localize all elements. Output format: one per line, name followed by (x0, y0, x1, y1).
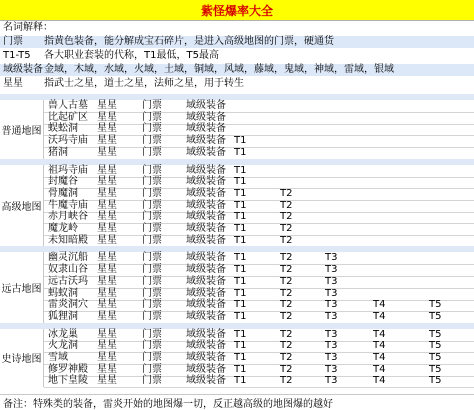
ticket-cell: 门票 (142, 340, 162, 352)
t4-cell: T4 (373, 299, 386, 311)
t4-cell: T4 (373, 375, 386, 387)
domain-equip-cell: 域级装备 (186, 310, 226, 322)
t1-cell: T1 (234, 264, 247, 276)
ticket-cell: 门票 (142, 352, 162, 363)
glossary-term: 名词解释： (3, 22, 53, 33)
domain-equip-cell: 域级装备 (186, 328, 226, 340)
map-name-cell: 冰龙巢 (48, 328, 78, 340)
t1-cell: T1 (234, 164, 247, 176)
star-cell: 星星 (97, 363, 117, 375)
t1-cell: T1 (234, 352, 247, 363)
ticket-cell: 门票 (142, 176, 162, 188)
t1-cell: T1 (234, 375, 247, 387)
domain-equip-cell: 域级装备 (186, 199, 226, 211)
t2-cell: T2 (280, 299, 293, 311)
t5-cell: T5 (429, 363, 442, 375)
glossary-term: 域级装备 (3, 64, 43, 75)
t2-cell: T2 (280, 375, 293, 387)
domain-equip-cell: 域级装备 (186, 223, 226, 234)
t1-cell: T1 (234, 199, 247, 211)
star-cell: 星星 (97, 223, 117, 234)
glossary-desc: 指黄色装备，能分解成宝石碎片，是进入高级地图的门票，硬通货 (44, 36, 334, 47)
t2-cell: T2 (280, 363, 293, 375)
t3-cell: T3 (325, 363, 338, 375)
t1-cell: T1 (234, 211, 247, 223)
t4-cell: T4 (373, 328, 386, 340)
domain-equip-cell: 域级装备 (186, 123, 226, 135)
glossary-term: 门票 (3, 36, 23, 47)
ticket-cell: 门票 (142, 223, 162, 234)
t2-cell: T2 (280, 310, 293, 322)
domain-equip-cell: 域级装备 (186, 164, 226, 176)
star-cell: 星星 (97, 264, 117, 276)
glossary-term: 星星 (3, 78, 23, 89)
ticket-cell: 门票 (142, 234, 162, 246)
t3-cell: T3 (325, 299, 338, 311)
t4-cell: T4 (373, 340, 386, 352)
star-cell: 星星 (97, 111, 117, 123)
t2-cell: T2 (280, 352, 293, 363)
glossary-term: T1-T5 (3, 50, 31, 61)
ticket-cell: 门票 (142, 310, 162, 322)
t2-cell: T2 (280, 264, 293, 276)
star-cell: 星星 (97, 164, 117, 176)
star-cell: 星星 (97, 135, 117, 147)
map-name-cell: 封魔谷 (48, 176, 78, 188)
ticket-cell: 门票 (142, 123, 162, 135)
star-cell: 星星 (97, 187, 117, 199)
t1-cell: T1 (234, 363, 247, 375)
domain-equip-cell: 域级装备 (186, 287, 226, 299)
t2-cell: T2 (280, 328, 293, 340)
ticket-cell: 门票 (142, 287, 162, 299)
group-label: 远古地图 (0, 252, 44, 322)
map-name-cell: 比起矿区 (48, 111, 88, 123)
domain-equip-cell: 域级装备 (186, 375, 226, 387)
star-cell: 星星 (97, 146, 117, 158)
star-cell: 星星 (97, 328, 117, 340)
t1-cell: T1 (234, 176, 247, 188)
map-name-cell: 幽灵沉船 (48, 252, 88, 264)
t2-cell: T2 (280, 287, 293, 299)
glossary-row (0, 78, 474, 90)
t5-cell: T5 (429, 328, 442, 340)
t3-cell: T3 (325, 340, 338, 352)
t5-cell: T5 (429, 352, 442, 363)
domain-equip-cell: 域级装备 (186, 352, 226, 363)
t3-cell: T3 (325, 275, 338, 287)
map-name-cell: 修罗神殿 (48, 363, 88, 375)
t3-cell: T3 (325, 287, 338, 299)
domain-equip-cell: 域级装备 (186, 363, 226, 375)
ticket-cell: 门票 (142, 199, 162, 211)
ticket-cell: 门票 (142, 146, 162, 158)
t2-cell: T2 (280, 211, 293, 223)
glossary-desc: 各大职业套装的代称，T1最低，T5最高 (44, 50, 219, 61)
ticket-cell: 门票 (142, 299, 162, 311)
sheet-title: 紫怪爆率大全 (0, 0, 474, 21)
ticket-cell: 门票 (142, 100, 162, 111)
t3-cell: T3 (325, 310, 338, 322)
domain-equip-cell: 域级装备 (186, 299, 226, 311)
domain-equip-cell: 域级装备 (186, 252, 226, 264)
ticket-cell: 门票 (142, 164, 162, 176)
t2-cell: T2 (280, 199, 293, 211)
t1-cell: T1 (234, 275, 247, 287)
domain-equip-cell: 域级装备 (186, 100, 226, 111)
map-name-cell: 狐狸洞 (48, 310, 78, 322)
footnote-text: 备注：特殊类的装备，雷炎开始的地图爆一切，反正越高级的地图爆的越好 (3, 398, 333, 410)
ticket-cell: 门票 (142, 135, 162, 147)
t2-cell: T2 (280, 187, 293, 199)
group-label: 普通地图 (0, 100, 44, 159)
ticket-cell: 门票 (142, 275, 162, 287)
domain-equip-cell: 域级装备 (186, 211, 226, 223)
map-name-cell: 沃玛寺庙 (48, 135, 88, 147)
star-cell: 星星 (97, 352, 117, 363)
map-name-cell: 雷炎洞穴 (48, 299, 88, 311)
t4-cell: T4 (373, 352, 386, 363)
glossary-desc: 指武士之星，道士之星，法师之星，用于转生 (44, 78, 244, 89)
glossary-desc: 金域，木域，水域，火域，土域，铜域，风域，藤域，鬼域，神域，雷域，银域 (44, 64, 394, 75)
t5-cell: T5 (429, 310, 442, 322)
star-cell: 星星 (97, 199, 117, 211)
map-name-cell: 赤月峡谷 (48, 211, 88, 223)
drop-table (0, 94, 474, 394)
footnote (0, 394, 474, 409)
t5-cell: T5 (429, 375, 442, 387)
t1-cell: T1 (234, 223, 247, 234)
domain-equip-cell: 域级装备 (186, 146, 226, 158)
ticket-cell: 门票 (142, 328, 162, 340)
map-name-cell: 地下皇陵 (48, 375, 88, 387)
t2-cell: T2 (280, 223, 293, 234)
map-name-cell: 火龙洞 (48, 340, 78, 352)
domain-equip-cell: 域级装备 (186, 234, 226, 246)
ticket-cell: 门票 (142, 264, 162, 276)
glossary-row (0, 64, 474, 76)
ticket-cell: 门票 (142, 375, 162, 387)
ticket-cell: 门票 (142, 252, 162, 264)
star-cell: 星星 (97, 123, 117, 135)
map-name-cell: 蜈蚣洞 (48, 123, 78, 135)
group-label: 史诗地图 (0, 329, 44, 388)
t1-cell: T1 (234, 146, 247, 158)
domain-equip-cell: 域级装备 (186, 135, 226, 147)
glossary-row (0, 50, 474, 62)
t1-cell: T1 (234, 328, 247, 340)
star-cell: 星星 (97, 310, 117, 322)
t3-cell: T3 (325, 252, 338, 264)
map-name-cell: 未知暗殿 (48, 234, 88, 246)
t1-cell: T1 (234, 310, 247, 322)
glossary (0, 21, 474, 93)
map-name-cell: 奴隶山谷 (48, 264, 88, 276)
domain-equip-cell: 域级装备 (186, 111, 226, 123)
star-cell: 星星 (97, 340, 117, 352)
star-cell: 星星 (97, 176, 117, 188)
domain-equip-cell: 域级装备 (186, 264, 226, 276)
map-name-cell: 魔龙岭 (48, 223, 78, 234)
map-name-cell: 远古沃玛 (48, 275, 88, 287)
t5-cell: T5 (429, 340, 442, 352)
star-cell: 星星 (97, 287, 117, 299)
map-name-cell: 骨魔洞 (48, 187, 78, 199)
ticket-cell: 门票 (142, 111, 162, 123)
table-row (44, 375, 474, 388)
t1-cell: T1 (234, 135, 247, 147)
group-label: 高级地图 (0, 165, 44, 247)
map-name-cell: 祖玛寺庙 (48, 164, 88, 176)
ticket-cell: 门票 (142, 363, 162, 375)
t1-cell: T1 (234, 287, 247, 299)
t4-cell: T4 (373, 310, 386, 322)
map-name-cell: 蚂蚁洞 (48, 287, 78, 299)
glossary-row (0, 36, 474, 48)
t1-cell: T1 (234, 252, 247, 264)
t2-cell: T2 (280, 340, 293, 352)
t2-cell: T2 (280, 252, 293, 264)
t3-cell: T3 (325, 375, 338, 387)
star-cell: 星星 (97, 211, 117, 223)
t4-cell: T4 (373, 363, 386, 375)
star-cell: 星星 (97, 275, 117, 287)
domain-equip-cell: 域级装备 (186, 176, 226, 188)
map-name-cell: 牛魔寺庙 (48, 199, 88, 211)
domain-equip-cell: 域级装备 (186, 275, 226, 287)
star-cell: 星星 (97, 234, 117, 246)
map-name-cell: 猪洞 (48, 146, 68, 158)
ticket-cell: 门票 (142, 187, 162, 199)
t3-cell: T3 (325, 264, 338, 276)
glossary-row (0, 22, 474, 34)
domain-equip-cell: 域级装备 (186, 187, 226, 199)
t2-cell: T2 (280, 275, 293, 287)
t1-cell: T1 (234, 234, 247, 246)
star-cell: 星星 (97, 252, 117, 264)
t3-cell: T3 (325, 328, 338, 340)
t1-cell: T1 (234, 187, 247, 199)
star-cell: 星星 (97, 299, 117, 311)
map-name-cell: 兽人古墓 (48, 100, 88, 111)
t3-cell: T3 (325, 352, 338, 363)
t5-cell: T5 (429, 299, 442, 311)
domain-equip-cell: 域级装备 (186, 340, 226, 352)
t2-cell: T2 (280, 234, 293, 246)
star-cell: 星星 (97, 100, 117, 111)
map-name-cell: 雪域 (48, 352, 68, 363)
ticket-cell: 门票 (142, 211, 162, 223)
star-cell: 星星 (97, 375, 117, 387)
t1-cell: T1 (234, 340, 247, 352)
t1-cell: T1 (234, 299, 247, 311)
